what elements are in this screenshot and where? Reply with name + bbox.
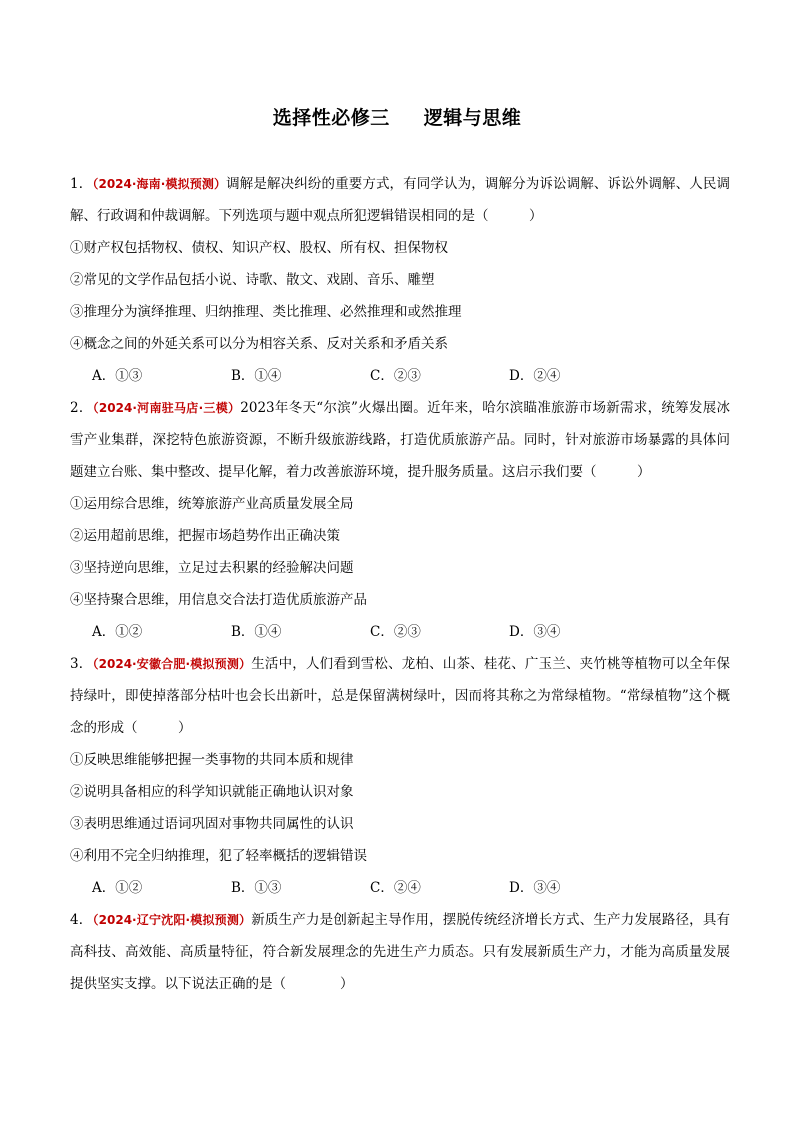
- question-source: （2024·辽宁沈阳·模拟预测）: [92, 913, 252, 927]
- question-stem: 4．（2024·辽宁沈阳·模拟预测）新质生产力是创新起主导作用，摆脱传统经济增长方式、生产力发展路径，具有高科技、高效能、高质量特征，符合新发展理念的先进生产力质态。只有发展新质生产力，才能为高质量发展提供坚实支撑。以下说法正确的是（ ）: [70, 912, 731, 992]
- option-statement: ④利用不完全归纳推理，犯了轻率概括的逻辑错误: [70, 848, 367, 864]
- option-statement: ②说明具备相应的科学知识就能正确地认识对象: [70, 784, 354, 800]
- choice-a[interactable]: A．①②: [92, 880, 143, 896]
- question-text: 生活中，人们看到雪松、龙柏、山茶、桂花、广玉兰、夹竹桃等植物可以全年保持绿叶，即使掉落部分枯叶也会长出新叶，总是保留满树绿叶，因而将其称之为常绿植物。“常绿植物”这个概念的形成（ ）: [70, 656, 731, 736]
- question-list: [70, 168, 730, 1000]
- answer-choices: [70, 616, 730, 648]
- option-statement: ③表明思维通过语词巩固对事物共同属性的认识: [70, 816, 354, 832]
- question-stem: 1．（2024·海南·模拟预测）调解是解决纠纷的重要方式，有同学认为，调解分为诉讼调解、诉讼外调解、人民调解、行政调和仲裁调解。下列选项与题中观点所犯逻辑错误相同的是（ ）: [70, 176, 730, 224]
- choice-d[interactable]: D．③④: [509, 880, 561, 896]
- choice-b[interactable]: B．①④: [231, 624, 282, 640]
- option-statement: ③推理分为演绎推理、归纳推理、类比推理、必然推理和或然推理: [70, 304, 462, 320]
- question-3: [70, 648, 730, 904]
- answer-choices: [70, 872, 730, 904]
- question-2: [70, 392, 730, 648]
- choice-b[interactable]: B．①③: [231, 880, 282, 896]
- question-4: [70, 904, 730, 1000]
- choice-d[interactable]: D．②④: [509, 368, 561, 384]
- question-text: 新质生产力是创新起主导作用，摆脱传统经济增长方式、生产力发展路径，具有高科技、高效能、高质量特征，符合新发展理念的先进生产力质态。只有发展新质生产力，才能为高质量发展提供坚实支撑。以下说法正确的是（ ）: [70, 912, 731, 992]
- title-subject: 逻辑与思维: [423, 107, 522, 129]
- option-statement: ①运用综合思维，统筹旅游产业高质量发展全局: [70, 496, 354, 512]
- option-statement: ①财产权包括物权、债权、知识产权、股权、所有权、担保物权: [70, 240, 448, 256]
- question-source: （2024·河南驻马店·三模）: [92, 401, 241, 415]
- question-1: [70, 168, 730, 392]
- question-text: 2023年冬天“尔滨”火爆出圈。近年来，哈尔滨瞄准旅游市场新需求，统筹发展冰雪产业集群，深挖特色旅游资源，不断升级旅游线路，打造优质旅游产品。同时，针对旅游市场暴露的具体问题建立台账、集中整改、提早化解，着力改善旅游环境，提升服务质量。这启示我们要（ ）: [70, 400, 730, 480]
- option-statement: ①反映思维能够把握一类事物的共同本质和规律: [70, 752, 354, 768]
- question-text: 调解是解决纠纷的重要方式，有同学认为，调解分为诉讼调解、诉讼外调解、人民调解、行政调和仲裁调解。下列选项与题中观点所犯逻辑错误相同的是（ ）: [70, 176, 730, 224]
- question-source: （2024·海南·模拟预测）: [92, 177, 227, 191]
- choice-a[interactable]: A．①②: [92, 624, 143, 640]
- choice-a[interactable]: A．①③: [92, 368, 143, 384]
- option-statement: ②常见的文学作品包括小说、诗歌、散文、戏剧、音乐、雕塑: [70, 272, 435, 288]
- choice-c[interactable]: C．②④: [370, 880, 421, 896]
- choice-c[interactable]: C．②③: [370, 624, 421, 640]
- option-statement: ④概念之间的外延关系可以分为相容关系、反对关系和矛盾关系: [70, 336, 448, 352]
- title-course: 选择性必修三: [272, 107, 390, 129]
- choice-d[interactable]: D．③④: [509, 624, 561, 640]
- option-statement: ②运用超前思维，把握市场趋势作出正确决策: [70, 528, 340, 544]
- option-statement: ③坚持逆向思维，立足过去积累的经验解决问题: [70, 560, 354, 576]
- question-stem: 3．（2024·安徽合肥·模拟预测）生活中，人们看到雪松、龙柏、山茶、桂花、广玉兰、夹竹桃等植物可以全年保持绿叶，即使掉落部分枯叶也会长出新叶，总是保留满树绿叶，因而将其称之为常绿植物。“常绿植物”这个概念的形成（ ）: [70, 656, 731, 736]
- choice-b[interactable]: B．①④: [231, 368, 282, 384]
- page-title: [0, 103, 794, 130]
- choice-c[interactable]: C．②③: [370, 368, 421, 384]
- question-stem: 2．（2024·河南驻马店·三模）2023年冬天“尔滨”火爆出圈。近年来，哈尔滨瞄准旅游市场新需求，统筹发展冰雪产业集群，深挖特色旅游资源，不断升级旅游线路，打造优质旅游产品。同时，针对旅游市场暴露的具体问题建立台账、集中整改、提早化解，着力改善旅游环境，提升服务质量。这启示我们要（ ）: [70, 400, 730, 480]
- question-source: （2024·安徽合肥·模拟预测）: [92, 657, 252, 671]
- option-statement: ④坚持聚合思维，用信息交合法打造优质旅游产品: [70, 592, 367, 608]
- answer-choices: [70, 360, 730, 392]
